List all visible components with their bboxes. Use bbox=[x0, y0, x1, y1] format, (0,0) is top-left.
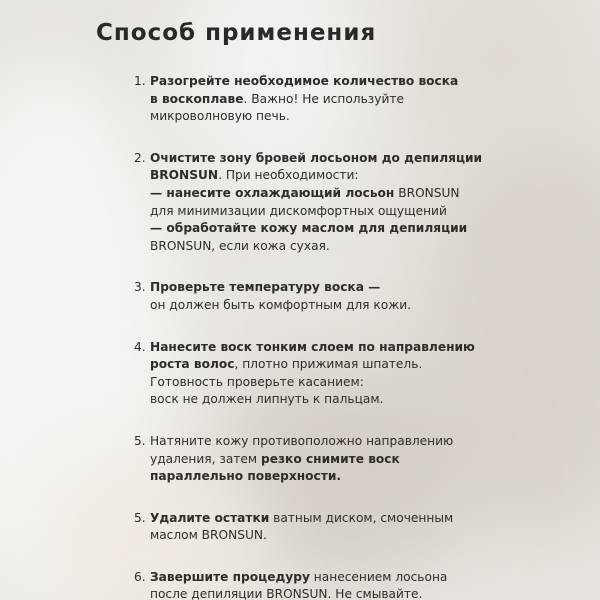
emphasized-text: Проверьте температуру воска — bbox=[150, 280, 381, 295]
plain-text: Готовность проверьте касанием: bbox=[150, 374, 364, 389]
step-text bbox=[150, 433, 500, 486]
step-number: 4. bbox=[134, 339, 146, 354]
step-text-line bbox=[150, 297, 500, 315]
step-number: 6. bbox=[134, 569, 146, 584]
step-item bbox=[134, 433, 514, 486]
step-text-line bbox=[150, 185, 500, 203]
step-text-line bbox=[150, 356, 500, 374]
step-text bbox=[150, 339, 500, 409]
step-text-line bbox=[150, 527, 500, 545]
step-text bbox=[150, 510, 500, 545]
step-text-line bbox=[150, 91, 500, 109]
step-text-line bbox=[150, 468, 500, 486]
plain-text: удаления, затем bbox=[150, 451, 261, 466]
step-item bbox=[134, 73, 514, 126]
step-text-line bbox=[150, 569, 500, 587]
step-item bbox=[134, 339, 514, 409]
plain-text: он должен быть комфортным для кожи. bbox=[150, 297, 411, 312]
emphasized-text: — нанесите охлаждающий лосьон bbox=[150, 185, 395, 200]
plain-text: после депиляции BRONSUN. Не смывайте. bbox=[150, 587, 423, 600]
step-text-line bbox=[150, 238, 500, 256]
emphasized-text: — обработайте кожу маслом для депиляции bbox=[150, 221, 468, 236]
step-item bbox=[134, 150, 514, 256]
step-text-line bbox=[150, 586, 500, 600]
plain-text: . При необходимости: bbox=[218, 168, 359, 183]
emphasized-text: резко снимите воск bbox=[260, 451, 400, 466]
step-item bbox=[134, 510, 514, 545]
plain-text: микроволновую печь. bbox=[150, 109, 290, 124]
step-text bbox=[150, 569, 500, 600]
step-text-line bbox=[150, 220, 500, 238]
step-text-line bbox=[150, 150, 500, 168]
step-text bbox=[150, 73, 500, 126]
page-title: Способ применения bbox=[96, 20, 377, 46]
emphasized-text: Разогрейте необходимое количество воска bbox=[150, 74, 459, 88]
emphasized-text: Нанесите воск тонким слоем по направлению bbox=[150, 339, 475, 354]
plain-text: нанесением лосьона bbox=[309, 569, 448, 584]
step-text-line bbox=[150, 374, 500, 392]
step-text bbox=[150, 150, 500, 256]
step-number: 5. bbox=[134, 433, 146, 448]
step-number: 1. bbox=[134, 74, 146, 88]
step-number: 2. bbox=[134, 150, 146, 165]
emphasized-text: Удалите остатки bbox=[150, 510, 270, 525]
plain-text: Натяните кожу противоположно направлению bbox=[150, 433, 454, 448]
emphasized-text: роста волос bbox=[150, 357, 235, 372]
emphasized-text: Очистите зону бровей лосьоном до депиляции bbox=[150, 150, 483, 165]
step-text-line bbox=[150, 279, 500, 297]
plain-text: для минимизации дискомфортных ощущений bbox=[150, 203, 447, 218]
step-text-line bbox=[150, 108, 500, 126]
plain-text: ватным диском, смоченным bbox=[269, 510, 454, 525]
step-text-line bbox=[150, 391, 500, 409]
step-text-line bbox=[150, 73, 500, 91]
step-text-line bbox=[150, 451, 500, 469]
step-text bbox=[150, 279, 500, 314]
step-text-line bbox=[150, 203, 500, 221]
step-number: 3. bbox=[134, 280, 146, 295]
emphasized-text: в воскоплаве bbox=[150, 91, 244, 106]
step-text-line bbox=[150, 510, 500, 528]
plain-text: . Важно! Не используйте bbox=[243, 91, 404, 106]
step-text-line bbox=[150, 433, 500, 451]
plain-text: воск не должен липнуть к пальцам. bbox=[150, 392, 384, 407]
step-text-line bbox=[150, 167, 500, 185]
plain-text: BRONSUN, если кожа сухая. bbox=[150, 238, 330, 253]
step-number: 5. bbox=[134, 510, 146, 525]
plain-text: BRONSUN bbox=[394, 185, 460, 200]
plain-text: маслом BRONSUN. bbox=[150, 528, 267, 543]
plain-text: , плотно прижимая шпатель. bbox=[234, 357, 423, 372]
emphasized-text: Завершите процедуру bbox=[150, 569, 310, 584]
step-text-line bbox=[150, 339, 500, 357]
step-item bbox=[134, 279, 514, 314]
steps-list bbox=[134, 73, 514, 600]
emphasized-text: параллельно поверхности. bbox=[150, 469, 341, 484]
emphasized-text: BRONSUN bbox=[150, 168, 219, 183]
step-item bbox=[134, 569, 514, 600]
